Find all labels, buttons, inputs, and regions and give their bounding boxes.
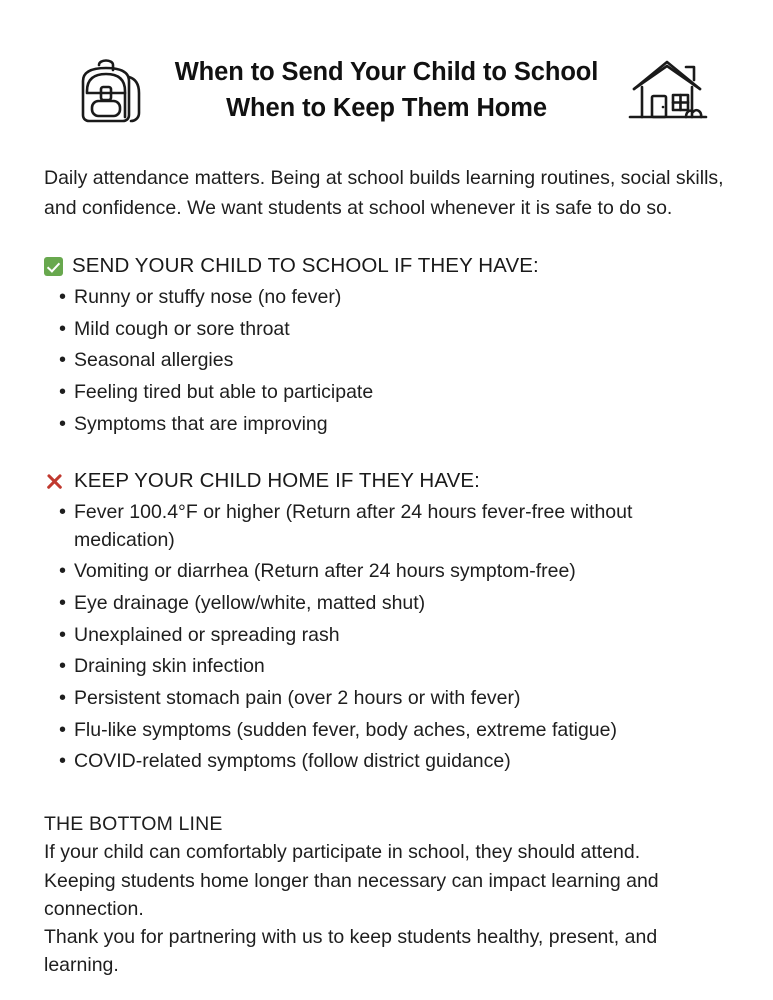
list-item: • Eye drainage (yellow/white, matted shut) [44, 590, 729, 618]
title-line-2: When to Keep Them Home [226, 94, 547, 122]
list-item: • Feeling tired but able to participate [44, 379, 729, 407]
send-symptom-list [44, 284, 729, 438]
list-item: • Unexplained or spreading rash [44, 622, 729, 650]
bottom-line-section [44, 810, 729, 980]
content [0, 164, 773, 980]
keep-home-section-heading-text: KEEP YOUR CHILD HOME IF THEY HAVE: [74, 469, 480, 493]
list-item: • Symptoms that are improving [44, 411, 729, 439]
bottom-line-text-3: Thank you for partnering with us to keep students healthy, present, and learning. [44, 926, 658, 977]
header [0, 0, 773, 138]
title-line-1: When to Send Your Child to School [174, 57, 599, 86]
list-item: • Mild cough or sore throat [44, 316, 729, 344]
keep-home-section [44, 468, 729, 776]
list-item: • Fever 100.4°F or higher (Return after 24 hours fever-free without medication) [44, 499, 729, 554]
keep-home-section-heading [44, 468, 729, 494]
list-item: • Flu-like symptoms (sudden fever, body aches, extreme fatigue) [44, 717, 729, 745]
send-section-heading [44, 253, 729, 279]
bottom-line-heading: THE BOTTOM LINE [44, 813, 223, 836]
send-to-school-section [44, 253, 729, 438]
intro-paragraph: Daily attendance matters. Being at school builds learning routines, social skills, and confidence. We want students at school whenever it is safe to do so. [44, 167, 724, 219]
list-item: • Persistent stomach pain (over 2 hours or with fever) [44, 685, 729, 713]
backpack-icon [58, 42, 154, 138]
page-title [154, 54, 619, 126]
keep-home-symptom-list [44, 499, 729, 776]
list-item: • Vomiting or diarrhea (Return after 24 hours symptom-free) [44, 558, 729, 586]
bottom-line-text-1: If your child can comfortably participate in school, they should attend. [44, 841, 641, 864]
bottom-line-text-2: Keeping students home longer than necessary can impact learning and connection. [44, 869, 659, 920]
list-item: • Seasonal allergies [44, 347, 729, 375]
red-x-icon [44, 471, 65, 492]
green-check-icon [44, 257, 63, 276]
list-item: • Runny or stuffy nose (no fever) [44, 284, 729, 312]
list-item: • Draining skin infection [44, 653, 729, 681]
send-section-heading-text: SEND YOUR CHILD TO SCHOOL IF THEY HAVE: [72, 254, 539, 278]
list-item: • COVID-related symptoms (follow district guidance) [44, 748, 729, 776]
house-icon [619, 42, 715, 138]
